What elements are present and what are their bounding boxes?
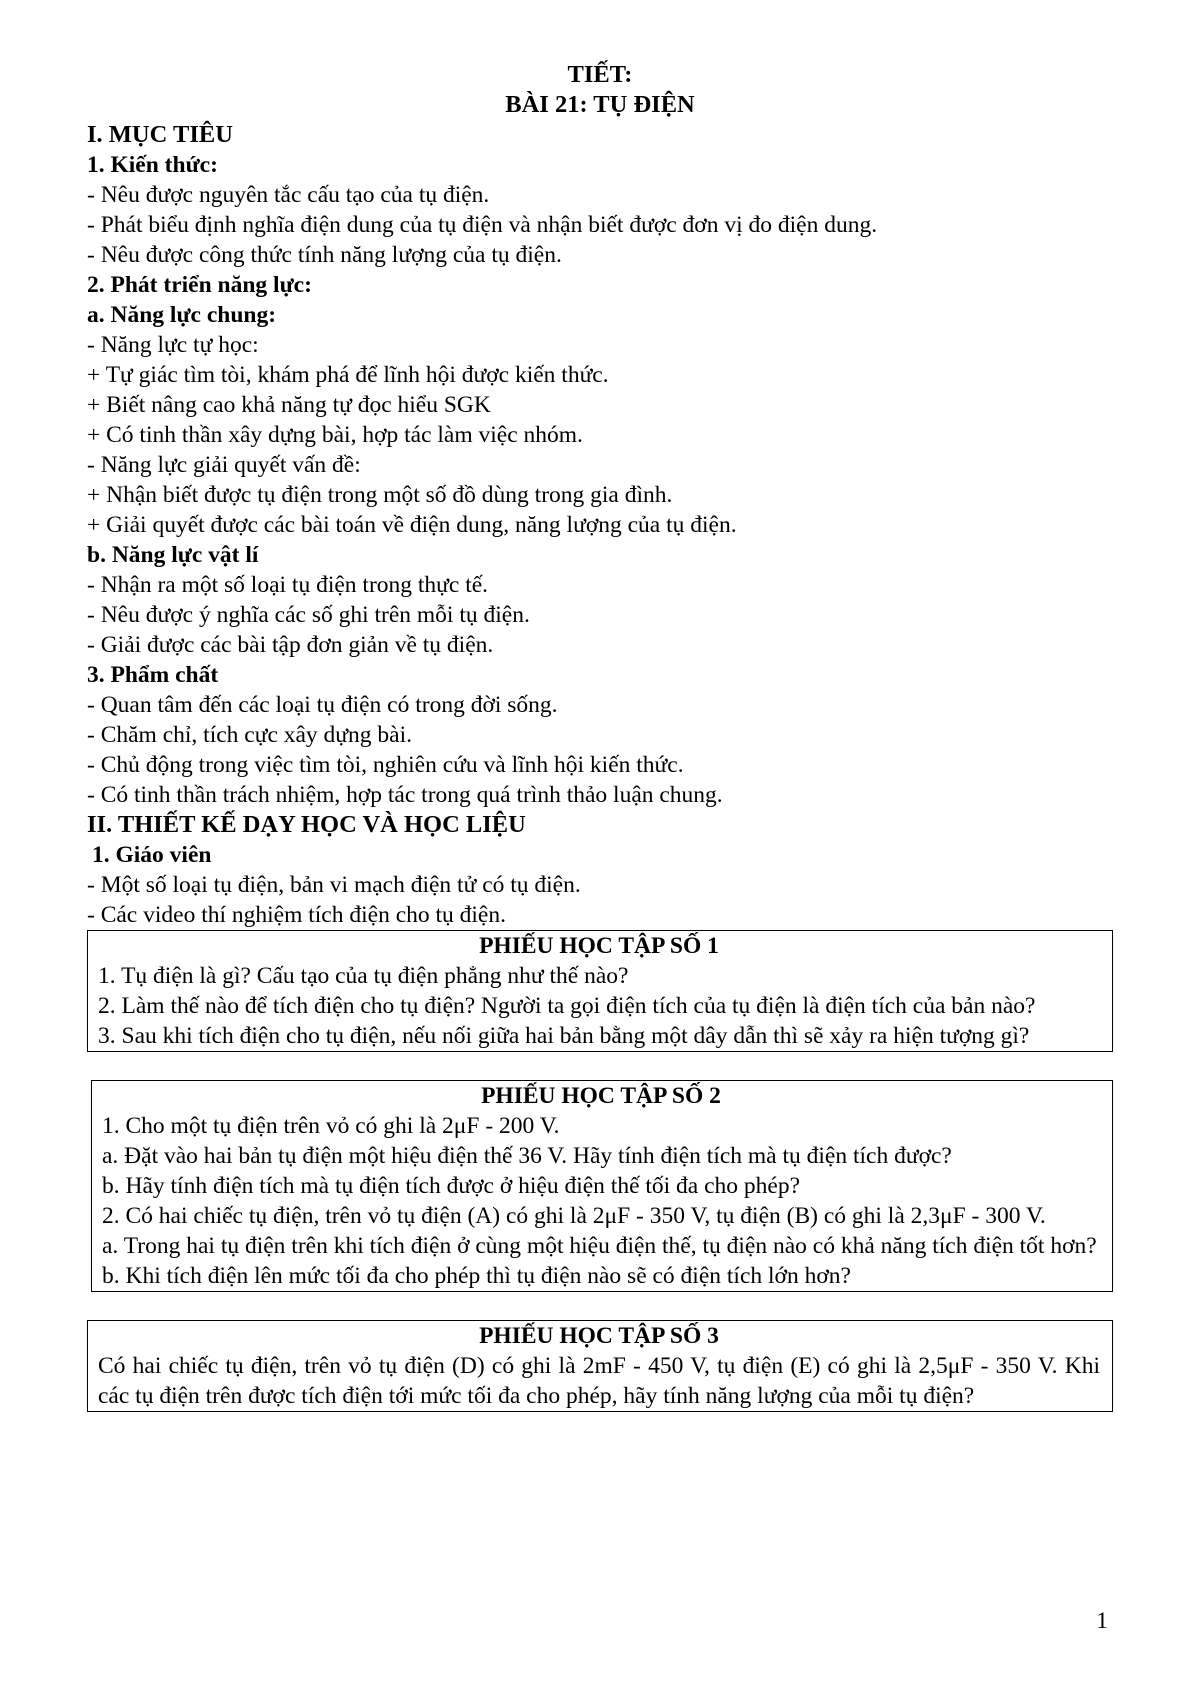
- list-item: - Các video thí nghiệm tích điện cho tụ điện.: [87, 902, 506, 928]
- list-item: + Có tinh thần xây dựng bài, hợp tác làm việc nhóm.: [87, 422, 583, 448]
- worksheet-title: PHIẾU HỌC TẬP SỐ 1: [479, 933, 719, 959]
- worksheet-1: [87, 930, 1113, 1052]
- document-page: [87, 60, 1113, 1412]
- list-item: - Chăm chỉ, tích cực xây dựng bài.: [87, 722, 413, 748]
- list-item: - Phát biểu định nghĩa điện dung của tụ điện và nhận biết được đơn vị đo điện dung.: [87, 212, 878, 238]
- general-competence-heading: a. Năng lực chung:: [87, 302, 277, 328]
- qualities-heading: 3. Phẩm chất: [87, 662, 219, 688]
- worksheet-question: b. Khi tích điện lên mức tối đa cho phép thì tụ điện nào sẽ có điện tích lớn hơn?: [102, 1263, 851, 1289]
- worksheet-question: Có hai chiếc tụ điện, trên vỏ tụ điện (D) có ghi là 2mF - 450 V, tụ điện (E) có ghi là 2,5μF - 350 V. Khi các tụ điện trên được tích điện tới mức tối đa cho phép, hãy tính năng lượng của mỗi tụ điện?: [98, 1353, 1100, 1409]
- worksheet-question: a. Trong hai tụ điện trên khi tích điện ở cùng một hiệu điện thế, tụ điện nào có khả năng tích điện tốt hơn?: [102, 1233, 1097, 1259]
- worksheet-title: PHIẾU HỌC TẬP SỐ 2: [481, 1083, 721, 1109]
- list-item: - Năng lực giải quyết vấn đề:: [87, 452, 361, 478]
- worksheet-question: b. Hãy tính điện tích mà tụ điện tích được ở hiệu điện thế tối đa cho phép?: [102, 1173, 801, 1199]
- list-item: + Nhận biết được tụ điện trong một số đồ dùng trong gia đình.: [87, 482, 673, 508]
- period-label: TIẾT:: [567, 61, 633, 88]
- teacher-heading: 1. Giáo viên: [92, 842, 212, 868]
- list-item: - Có tinh thần trách nhiệm, hợp tác trong quá trình thảo luận chung.: [87, 782, 723, 808]
- section-design-heading: II. THIẾT KẾ DẠY HỌC VÀ HỌC LIỆU: [87, 811, 526, 838]
- knowledge-heading: 1. Kiến thức:: [87, 152, 218, 178]
- list-item: + Biết nâng cao khả năng tự đọc hiểu SGK: [87, 392, 491, 418]
- page-number: 1: [1096, 1608, 1108, 1634]
- list-item: - Năng lực tự học:: [87, 332, 259, 358]
- worksheet-question: a. Đặt vào hai bản tụ điện một hiệu điện thế 36 V. Hãy tính điện tích mà tụ điện tích được?: [102, 1143, 952, 1169]
- list-item: + Giải quyết được các bài toán về điện dung, năng lượng của tụ điện.: [87, 512, 737, 538]
- list-item: + Tự giác tìm tòi, khám phá để lĩnh hội được kiến thức.: [87, 362, 609, 388]
- worksheet-2: [91, 1080, 1113, 1292]
- list-item: - Một số loại tụ điện, bản vi mạch điện tử có tụ điện.: [87, 872, 581, 898]
- list-item: - Giải được các bài tập đơn giản về tụ điện.: [87, 632, 494, 658]
- worksheet-question: 1. Tụ điện là gì? Cấu tạo của tụ điện phẳng như thế nào?: [98, 963, 629, 989]
- list-item: - Nêu được công thức tính năng lượng của tụ điện.: [87, 242, 562, 268]
- list-item: - Chủ động trong việc tìm tòi, nghiên cứu và lĩnh hội kiến thức.: [87, 752, 684, 778]
- list-item: - Nêu được nguyên tắc cấu tạo của tụ điện.: [87, 182, 490, 208]
- list-item: - Quan tâm đến các loại tụ điện có trong đời sống.: [87, 692, 558, 718]
- worksheet-question: 3. Sau khi tích điện cho tụ điện, nếu nối giữa hai bản bằng một dây dẫn thì sẽ xảy ra hiện tượng gì?: [98, 1023, 1030, 1049]
- worksheet-question: 1. Cho một tụ điện trên vỏ có ghi là 2μF - 200 V.: [102, 1113, 560, 1139]
- worksheet-title: PHIẾU HỌC TẬP SỐ 3: [479, 1323, 719, 1349]
- worksheet-3: [87, 1320, 1113, 1412]
- worksheet-question: 2. Làm thế nào để tích điện cho tụ điện? Người ta gọi điện tích của tụ điện là điện tích của bản nào?: [98, 993, 1036, 1019]
- list-item: - Nhận ra một số loại tụ điện trong thực tế.: [87, 572, 489, 598]
- lesson-title: BÀI 21: TỤ ĐIỆN: [505, 91, 695, 118]
- list-item: - Nêu được ý nghĩa các số ghi trên mỗi tụ điện.: [87, 602, 530, 628]
- section-objectives-heading: I. MỤC TIÊU: [87, 121, 233, 148]
- competence-heading: 2. Phát triển năng lực:: [87, 272, 312, 298]
- physics-competence-heading: b. Năng lực vật lí: [87, 542, 259, 568]
- worksheet-question: 2. Có hai chiếc tụ điện, trên vỏ tụ điện (A) có ghi là 2μF - 350 V, tụ điện (B) có ghi là 2,3μF - 300 V.: [102, 1203, 1046, 1229]
